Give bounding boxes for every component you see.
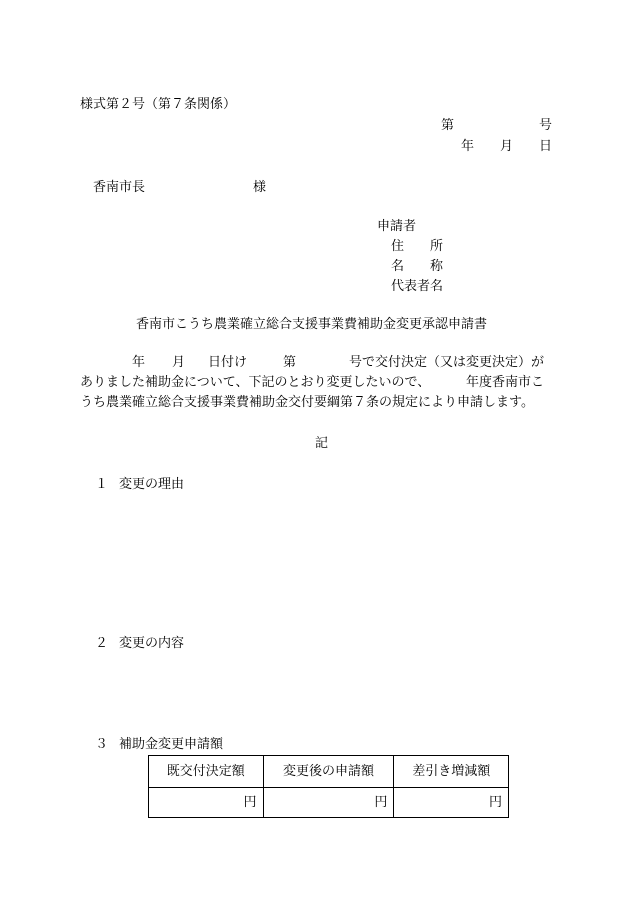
- body-no: 第: [283, 355, 297, 370]
- section-2-label: 変更の内容: [119, 636, 185, 651]
- applicant-name-label: 名 称: [391, 259, 444, 274]
- body-month: 月: [172, 355, 186, 370]
- section-1-label: 変更の理由: [119, 477, 185, 492]
- header-previous-amount: 既交付決定額: [149, 756, 264, 788]
- difference-cell[interactable]: 円: [394, 788, 509, 818]
- date-year: 年: [461, 139, 475, 154]
- section-3-number: ３: [95, 737, 109, 752]
- new-amount-cell[interactable]: 円: [263, 788, 394, 818]
- body-line1-rest: 号で交付決定（又は変更決定）が: [349, 355, 545, 370]
- document-title: 香南市こうち農業確立総合支援事業費補助金変更承認申請書: [136, 317, 488, 332]
- body-year: 年: [132, 355, 146, 370]
- addressee-name: 香南市長: [93, 180, 146, 195]
- amount-table-header-row: [149, 756, 509, 788]
- amount-table-value-row: [149, 788, 509, 818]
- body-dated: 日付け: [208, 355, 248, 370]
- applicant-address-label: 住 所: [391, 239, 444, 254]
- date-month: 月: [500, 139, 514, 154]
- applicant-label: 申請者: [377, 219, 417, 234]
- section-1-number: １: [95, 477, 109, 492]
- header-difference: 差引き増減額: [394, 756, 509, 788]
- body-line3: うち農業確立総合支援事業費補助金交付要綱第７条の規定により申請します。: [80, 395, 534, 410]
- header-new-amount: 変更後の申請額: [263, 756, 394, 788]
- ref-number-suffix: 号: [539, 118, 553, 133]
- ref-number-prefix: 第: [441, 118, 455, 133]
- date-day: 日: [539, 139, 553, 154]
- body-paragraph: [80, 356, 555, 416]
- body-line2-end: 年度香南市こ: [466, 375, 545, 390]
- section-3-label: 補助金変更申請額: [119, 737, 224, 752]
- ki-marker: 記: [315, 436, 329, 451]
- section-2-number: ２: [95, 636, 109, 651]
- addressee-honorific: 様: [253, 180, 267, 195]
- body-line2: ありました補助金について、下記のとおり変更したいので、: [80, 375, 431, 390]
- previous-amount-cell[interactable]: 円: [149, 788, 264, 818]
- applicant-representative-label: 代表者名: [391, 279, 444, 294]
- amount-table: [148, 755, 509, 818]
- form-number: 様式第２号（第７条関係）: [80, 97, 237, 112]
